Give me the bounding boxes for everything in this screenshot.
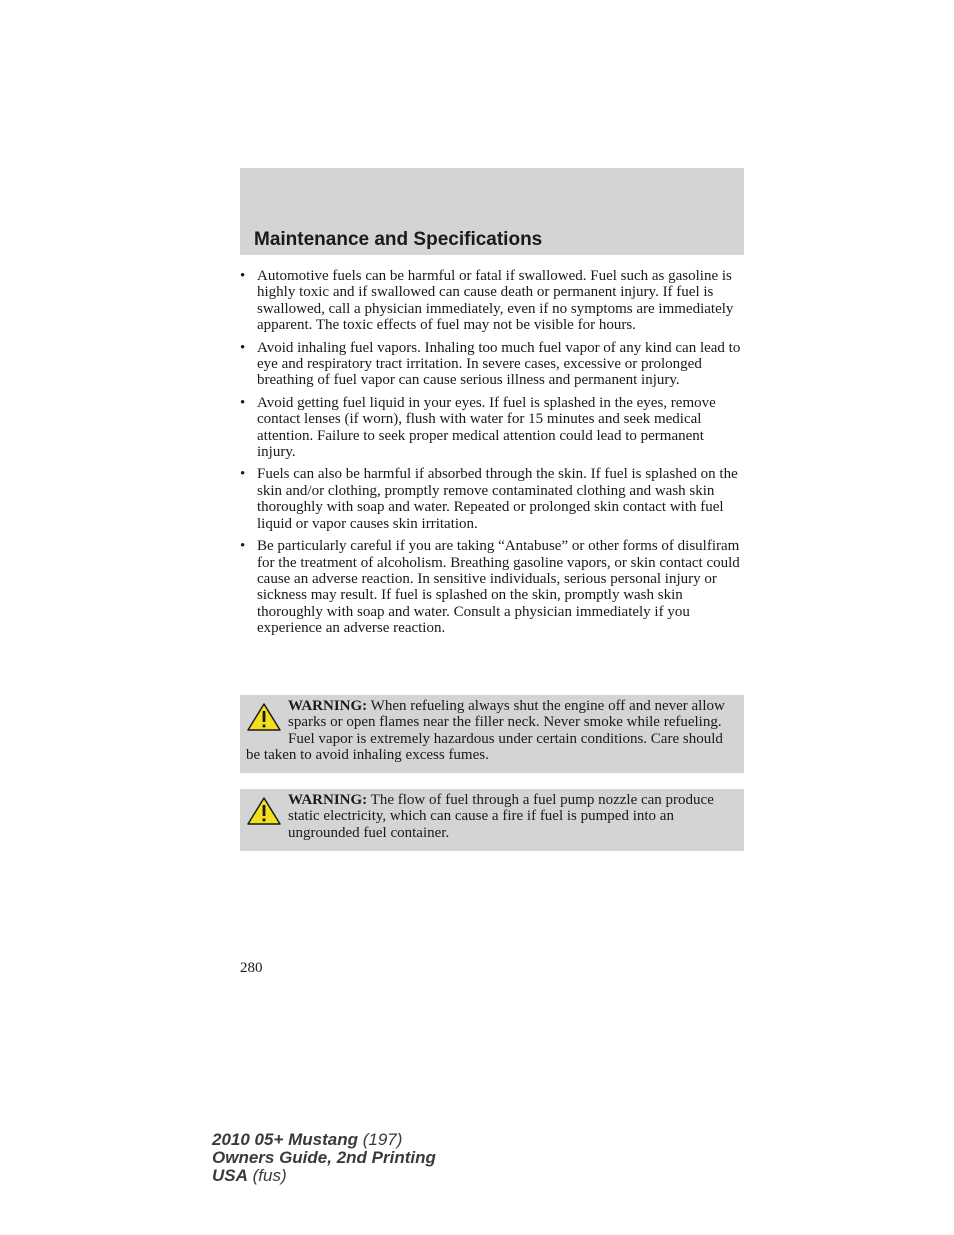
bullet-list [240,268,744,643]
bullet-dot: • [240,394,246,411]
footer-line-3 [212,1167,436,1185]
list-item [240,340,744,389]
bullet-dot: • [240,538,246,555]
warning-text: When refueling always shut the engine off and never allow sparks or open flames near the filler neck. Never smoke while refueling. Fuel vapor is extremely hazardous under certain conditions. Care should be taken to avoid inhaling excess fumes. [246,698,725,764]
bullet-dot: • [240,466,246,483]
section-header-band [240,168,744,255]
warning-triangle-icon [246,702,282,732]
footer-model-code: (197) [362,1130,403,1149]
bullet-text: Automotive fuels can be harmful or fatal if swallowed. Fuel such as gasoline is highly toxic and if swallowed can cause death or permanent injury. If fuel is swallowed, call a physician immediately, even if no symptoms are immediately apparent. The toxic effects of fuel may not be visible for hours. [257,268,734,334]
warning-label: WARNING: [288,792,368,808]
footer-line-1 [212,1131,436,1149]
list-item [240,268,744,334]
page-number: 280 [240,960,263,976]
list-item [240,538,744,636]
bullet-text: Be particularly careful if you are taking “Antabuse” or other forms of disulfiram for the treatment of alcoholism. Breathing gasoline vapors, or skin contact could cause an adverse reaction. In sensitive individuals, serious personal injury or sickness may result. If fuel is splashed on the skin, promptly wash skin thoroughly with soap and water. Consult a physician immediately if you experience an adverse reaction. [257,538,740,637]
footer-model: 2010 05+ Mustang [212,1130,358,1149]
warning-label: WARNING: [288,698,368,714]
bullet-dot: • [240,268,246,284]
warning-box-static [240,789,744,851]
warning-text: The flow of fuel through a fuel pump nozzle can produce static electricity, which can cause a fire if fuel is pumped into an ungrounded fuel container. [288,792,714,841]
footer-imprint [212,1131,436,1185]
bullet-text: Avoid getting fuel liquid in your eyes. If fuel is splashed in the eyes, remove contact lenses (if worn), flush with water for 15 minutes and seek medical attention. Failure to seek proper medical attention could lead to permanent injury. [257,394,716,461]
bullet-text: Avoid inhaling fuel vapors. Inhaling too much fuel vapor of any kind can lead to eye and respiratory tract irritation. In severe cases, excessive or prolonged breathing of fuel vapor can cause serious illness and permanent injury. [257,339,741,389]
list-item [240,395,744,461]
warning-triangle-icon [246,796,282,826]
footer-market-code: (fus) [252,1166,287,1185]
bullet-dot: • [240,339,246,356]
section-title: Maintenance and Specifications [254,229,543,250]
warning-box-refueling [240,695,744,773]
footer-line-2: Owners Guide, 2nd Printing [212,1148,436,1167]
footer-market: USA [212,1166,248,1185]
list-item [240,466,744,532]
bullet-text: Fuels can also be harmful if absorbed through the skin. If fuel is splashed on the skin and/or clothing, promptly remove contaminated clothing and wash skin thoroughly with soap and water. Repeated or prolonged skin contact with fuel liquid or vapor causes skin irritation. [257,466,738,532]
